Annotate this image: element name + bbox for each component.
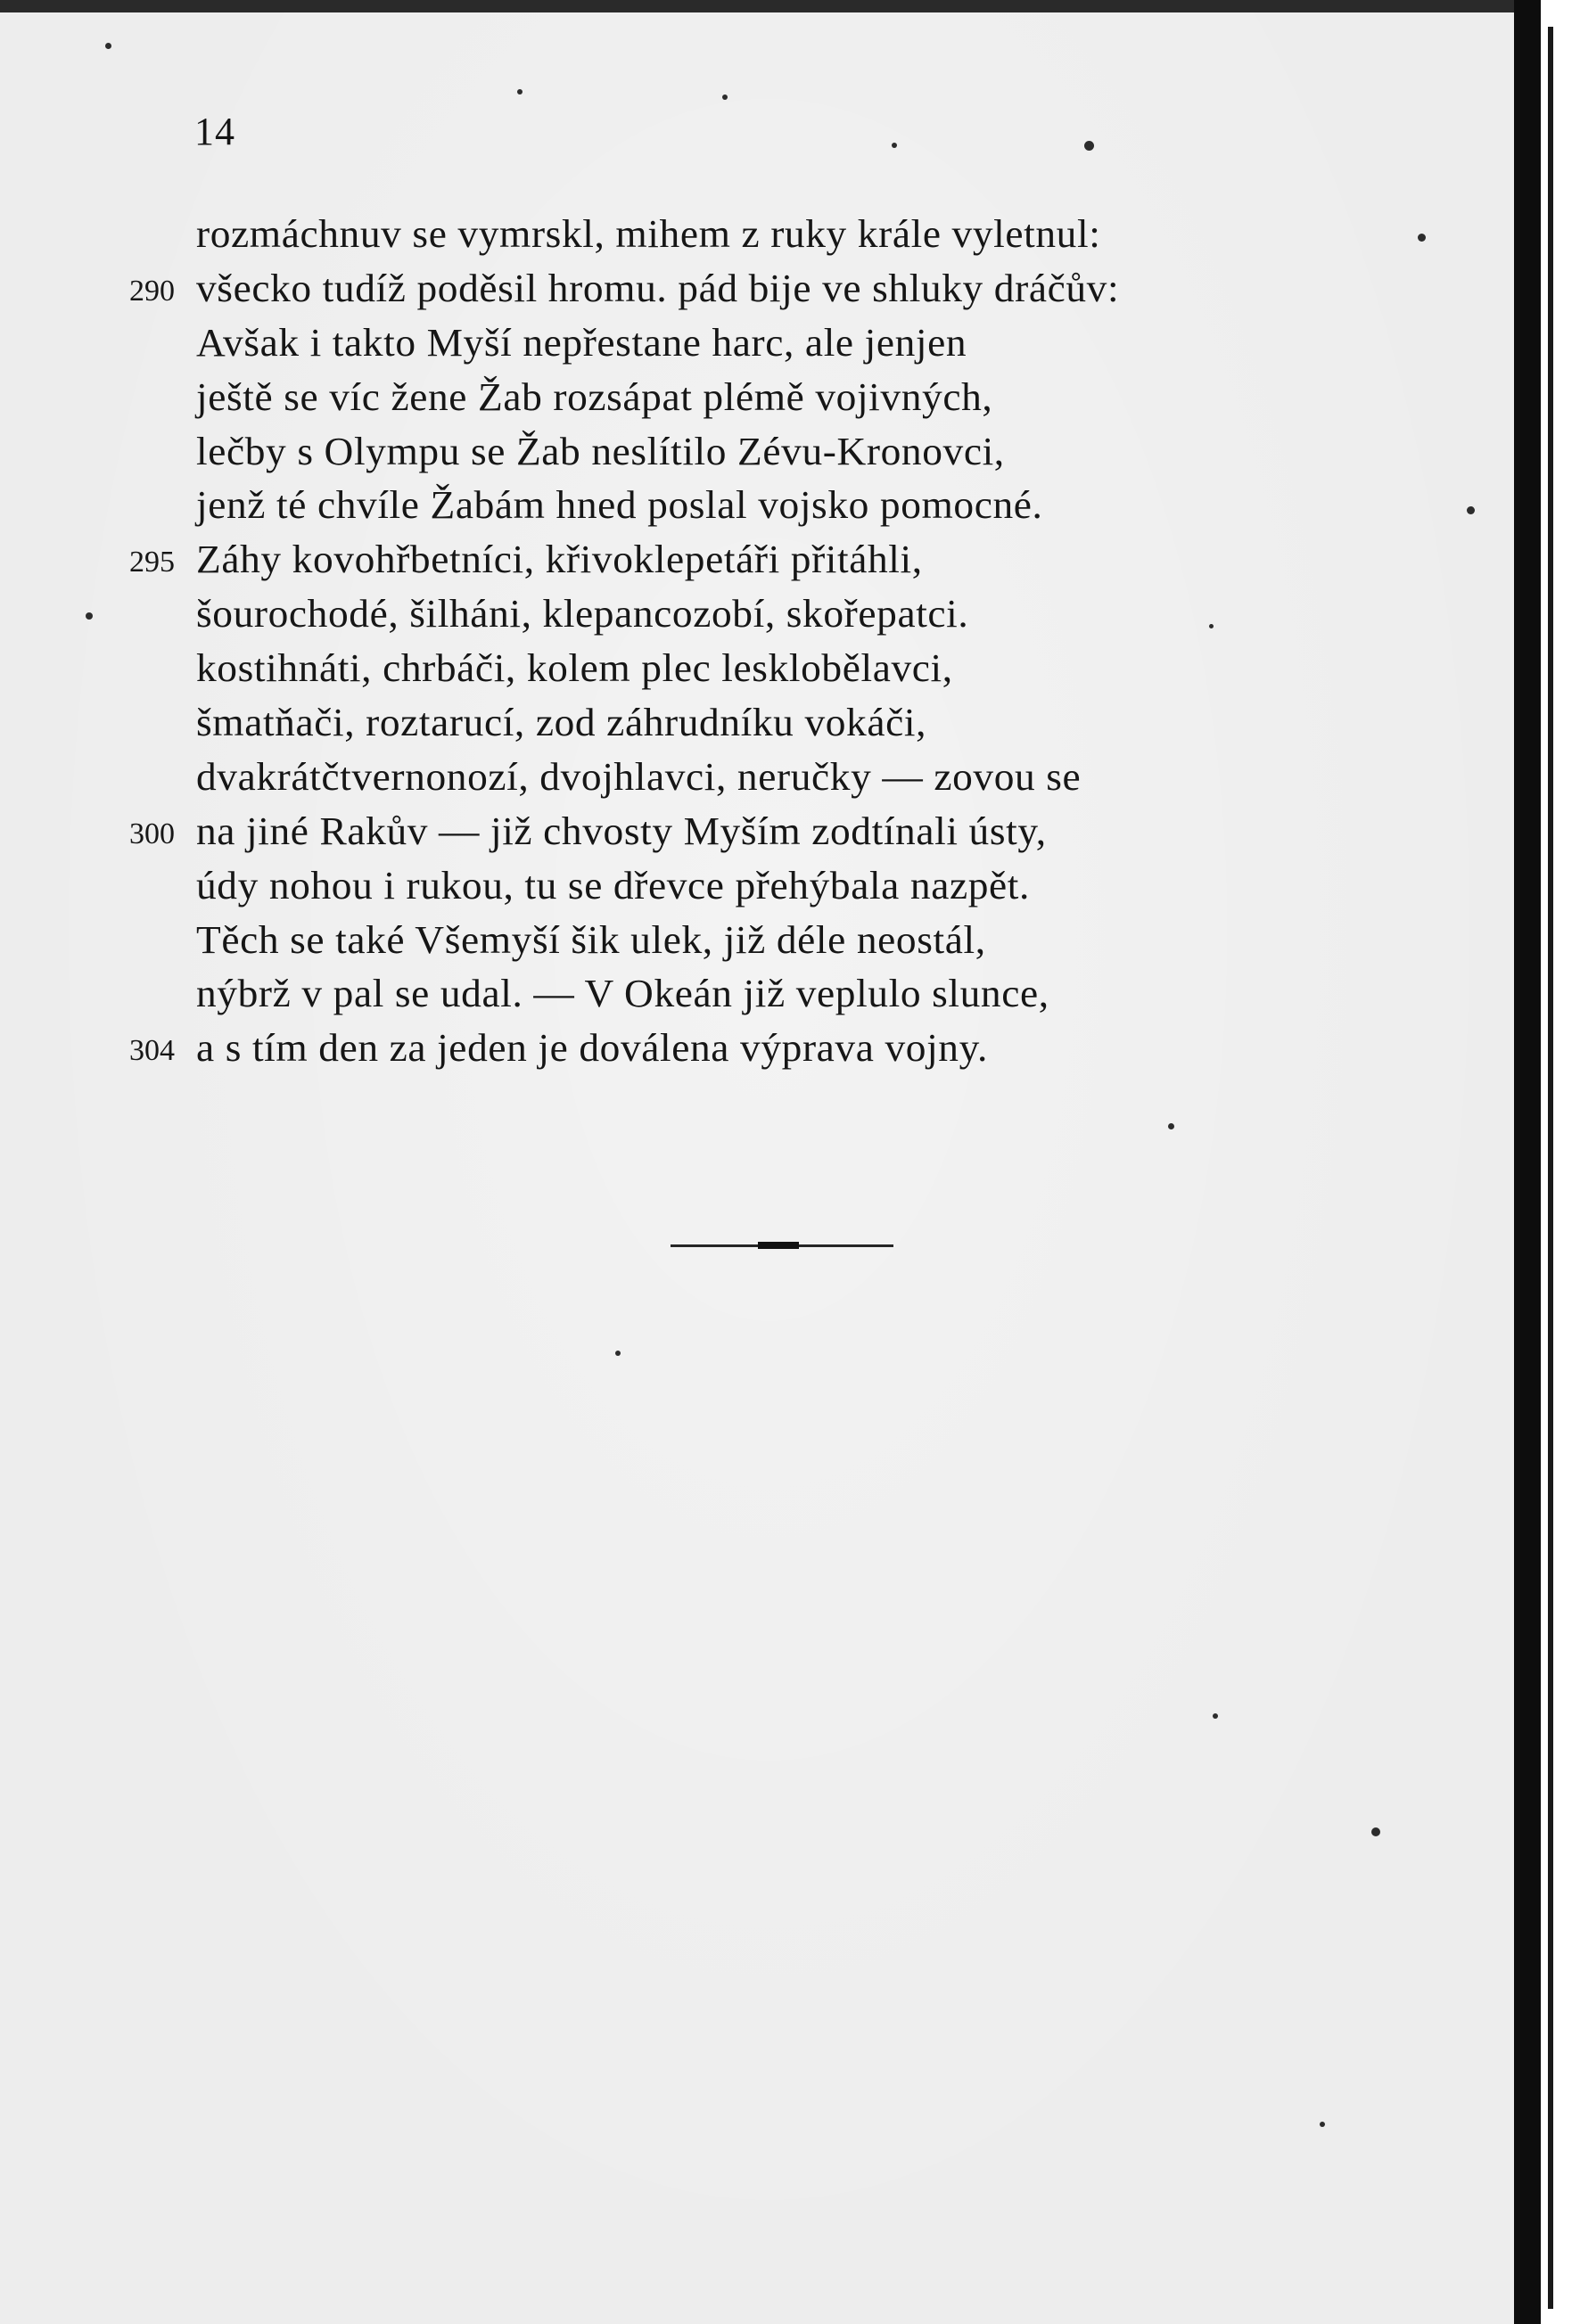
- verse-line: [0, 587, 1427, 641]
- paper-speck: [1213, 1713, 1218, 1719]
- verse-line: [0, 316, 1427, 370]
- verse-text: Záhy kovohřbetníci, křivoklepetáři přitáhli,: [196, 537, 923, 582]
- paper-speck: [1320, 2122, 1325, 2127]
- verse-text: dvakrátčtvernonozí, dvojhlavci, neručky — zovou se: [196, 753, 1082, 799]
- verse-line: [0, 750, 1427, 804]
- verse-block: [0, 207, 1427, 1075]
- verse-text: jenž té chvíle Žabám hned poslal vojsko pomocné.: [196, 482, 1043, 528]
- verse-line: [0, 641, 1427, 695]
- top-edge-shadow: [0, 0, 1538, 12]
- verse-text: lečby s Olympu se Žab neslítilo Zévu-Kronovci,: [196, 428, 1005, 473]
- paper-speck: [1209, 624, 1214, 628]
- paper-speck: [1418, 234, 1426, 242]
- verse-line: [0, 858, 1427, 913]
- page-number: 14: [194, 110, 235, 153]
- line-number: 295: [129, 546, 175, 579]
- line-number: 304: [129, 1034, 175, 1068]
- verse-text: ještě se víc žene Žab rozsápat plémě vojivných,: [196, 374, 993, 419]
- line-number: 300: [129, 817, 175, 850]
- verse-line: [0, 424, 1427, 479]
- paper-speck: [517, 89, 523, 94]
- paper-speck: [1084, 141, 1094, 151]
- verse-line: [0, 478, 1427, 532]
- verse-text: šourochodé, šilháni, klepancozobí, skořepatci.: [196, 591, 969, 636]
- paper-speck: [722, 94, 728, 100]
- verse-line: [0, 966, 1427, 1021]
- paper-speck: [86, 612, 93, 620]
- paper-speck: [1467, 506, 1475, 514]
- book-spine-edge: [1548, 27, 1553, 2309]
- verse-text: Avšak i takto Myší nepřestane harc, ale jenjen: [196, 319, 967, 365]
- verse-text: a s tím den za jeden je doválena výprava vojny.: [196, 1025, 988, 1071]
- verse-line: [0, 913, 1427, 967]
- line-number: 290: [129, 274, 175, 308]
- book-spine-shadow: [1514, 0, 1541, 2324]
- verse-line: [0, 532, 1427, 587]
- verse-text: šmatňači, roztarucí, zod záhrudníku vokáči,: [196, 700, 927, 745]
- paper-speck: [1371, 1827, 1380, 1836]
- verse-line: [0, 207, 1427, 261]
- verse-text: Těch se také Všemyší šik ulek, již déle neostál,: [196, 916, 986, 962]
- verse-text: rozmáchnuv se vymrskl, mihem z ruky krále vyletnul:: [196, 211, 1101, 256]
- verse-text: na jiné Rakův — již chvosty Myším zodtínali ústy,: [196, 808, 1047, 853]
- verse-text: údy nohou i rukou, tu se dřevce přehýbala nazpět.: [196, 862, 1030, 907]
- verse-line: [0, 261, 1427, 316]
- paper-speck: [615, 1351, 621, 1356]
- paper-speck: [105, 43, 111, 49]
- verse-text: nýbrž v pal se udal. — V Okeán již veplulo slunce,: [196, 971, 1049, 1016]
- verse-line: [0, 1021, 1427, 1075]
- section-divider-center: [758, 1242, 799, 1249]
- verse-line: [0, 370, 1427, 424]
- paper-speck: [1168, 1123, 1174, 1129]
- verse-line: [0, 695, 1427, 750]
- verse-text: všecko tudíž poděsil hromu. pád bije ve shluky dráčův:: [196, 265, 1120, 310]
- verse-line: [0, 804, 1427, 858]
- paper-speck: [892, 143, 897, 148]
- verse-text: kostihnáti, chrbáči, kolem plec lesklobělavci,: [196, 645, 953, 691]
